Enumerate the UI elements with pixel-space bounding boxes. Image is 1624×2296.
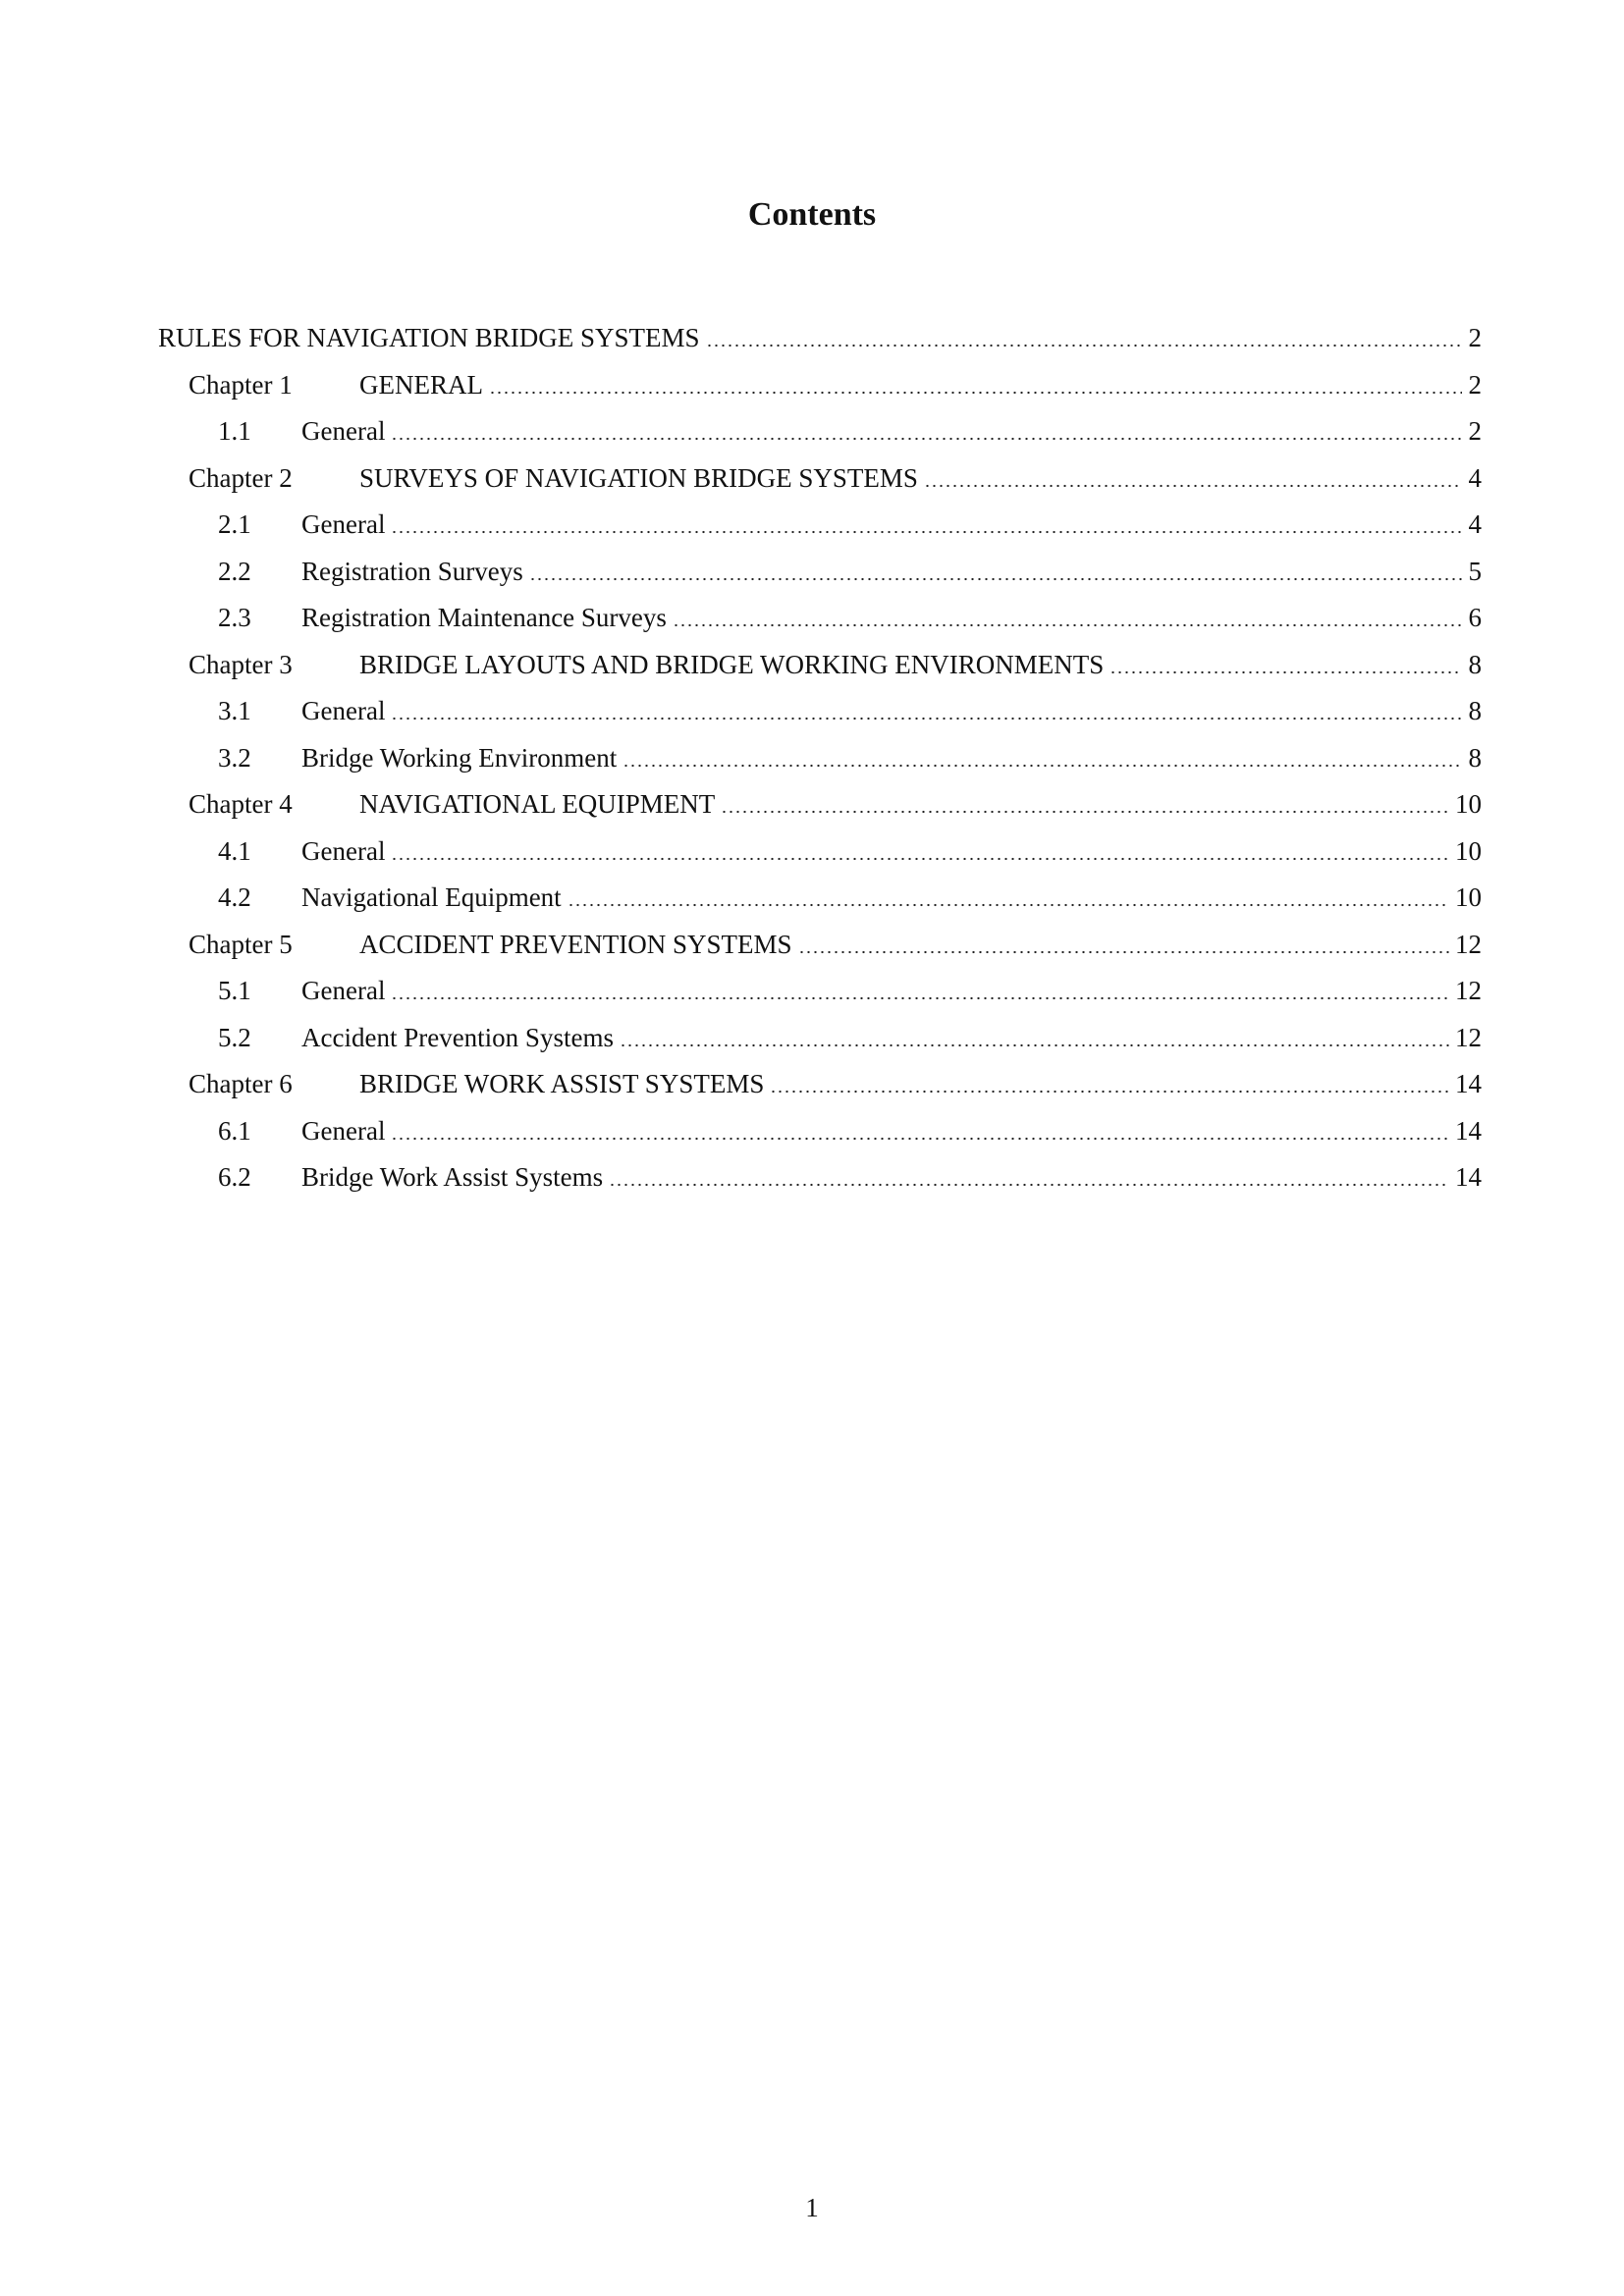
toc-entry-section[interactable] — [218, 688, 1482, 727]
toc-entry-chapter[interactable] — [189, 922, 1482, 961]
page-number: 1 — [805, 2193, 819, 2222]
toc-entry-number: 1.1 — [218, 416, 251, 446]
toc-entry-page: 8 — [1468, 696, 1482, 725]
toc-entry-page: 2 — [1468, 416, 1482, 446]
toc-entry-label: Navigational Equipment — [301, 882, 562, 912]
dot-leader — [798, 950, 1449, 954]
toc-entry-number: Chapter 4 — [189, 789, 293, 819]
toc-entry-section[interactable] — [218, 408, 1482, 448]
dot-leader — [391, 1137, 1449, 1141]
toc-entry-number: Chapter 3 — [189, 650, 293, 679]
toc-entry-number: 2.2 — [218, 557, 251, 586]
dot-leader — [620, 1043, 1449, 1047]
toc-entry-label: ACCIDENT PREVENTION SYSTEMS — [359, 930, 792, 959]
toc-entry-page: 6 — [1468, 603, 1482, 632]
toc-entry-section[interactable] — [218, 502, 1482, 541]
toc-entry-chapter[interactable] — [189, 642, 1482, 681]
toc-entry-page: 10 — [1455, 789, 1482, 819]
toc-entry-section[interactable] — [218, 1154, 1482, 1194]
toc-entry-page: 8 — [1468, 650, 1482, 679]
toc-entry-label: NAVIGATIONAL EQUIPMENT — [359, 789, 716, 819]
dot-leader — [673, 623, 1462, 627]
toc-entry-number: Chapter 5 — [189, 930, 293, 959]
toc-entry-part[interactable] — [158, 315, 1482, 354]
toc-entry-page: 10 — [1455, 836, 1482, 866]
toc-entry-chapter[interactable] — [189, 1061, 1482, 1100]
toc-entry-section[interactable] — [218, 1015, 1482, 1054]
toc-entry-page: 2 — [1468, 323, 1482, 352]
toc-entry-page: 14 — [1455, 1116, 1482, 1146]
toc-entry-label: General — [301, 1116, 386, 1146]
toc-entry-number: 5.1 — [218, 976, 251, 1005]
dot-leader — [568, 903, 1449, 907]
dot-leader — [770, 1090, 1449, 1094]
toc-entry-label: General — [301, 509, 386, 539]
dot-leader — [609, 1183, 1449, 1187]
toc-entry-label: Registration Maintenance Surveys — [301, 603, 667, 632]
dot-leader — [1110, 670, 1462, 674]
dot-leader — [529, 577, 1462, 581]
toc-entry-number: 6.2 — [218, 1162, 251, 1192]
toc-entry-page: 5 — [1468, 557, 1482, 586]
toc-entry-number: 3.2 — [218, 743, 251, 773]
toc-entry-page: 8 — [1468, 743, 1482, 773]
toc-entry-label: SURVEYS OF NAVIGATION BRIDGE SYSTEMS — [359, 463, 918, 493]
toc-entry-chapter[interactable] — [189, 362, 1482, 401]
toc-entry-label: BRIDGE LAYOUTS AND BRIDGE WORKING ENVIRONMENTS — [359, 650, 1105, 679]
toc-entry-chapter[interactable] — [189, 781, 1482, 821]
toc-entry-section[interactable] — [218, 828, 1482, 868]
toc-entry-chapter[interactable] — [189, 455, 1482, 495]
toc-entry-page: 4 — [1468, 509, 1482, 539]
toc-entry-number: 4.1 — [218, 836, 251, 866]
dot-leader — [391, 530, 1462, 534]
toc-entry-section[interactable] — [218, 875, 1482, 914]
toc-entry-label: Accident Prevention Systems — [301, 1023, 614, 1052]
toc-entry-page: 4 — [1468, 463, 1482, 493]
toc-entry-label: Bridge Working Environment — [301, 743, 618, 773]
toc-entry-label: General — [301, 416, 386, 446]
toc-entry-page: 10 — [1455, 882, 1482, 912]
dot-leader — [623, 764, 1462, 768]
toc-entry-label: General — [301, 836, 386, 866]
toc-entry-number: 5.2 — [218, 1023, 251, 1052]
toc-entry-label: GENERAL — [359, 370, 483, 400]
toc-entry-page: 2 — [1468, 370, 1482, 400]
toc-entry-number: 6.1 — [218, 1116, 251, 1146]
toc-entry-section[interactable] — [218, 735, 1482, 774]
toc-entry-page: 14 — [1455, 1069, 1482, 1098]
toc-entry-page: 12 — [1455, 1023, 1482, 1052]
toc-entry-page: 14 — [1455, 1162, 1482, 1192]
dot-leader — [391, 996, 1449, 1000]
toc-entry-number: Chapter 2 — [189, 463, 293, 493]
toc-entry-label: General — [301, 696, 386, 725]
dot-leader — [489, 391, 1462, 395]
toc-entry-label: BRIDGE WORK ASSIST SYSTEMS — [359, 1069, 765, 1098]
toc-entry-page: 12 — [1455, 976, 1482, 1005]
toc-entry-page: 12 — [1455, 930, 1482, 959]
toc-entry-label: Bridge Work Assist Systems — [301, 1162, 604, 1192]
toc-entry-number: 2.3 — [218, 603, 251, 632]
toc-entry-number: 3.1 — [218, 696, 251, 725]
dot-leader — [721, 810, 1449, 814]
toc-entry-number: 2.1 — [218, 509, 251, 539]
toc-entry-section[interactable] — [218, 549, 1482, 588]
dot-leader — [391, 857, 1449, 861]
dot-leader — [391, 437, 1462, 441]
page-title: Contents — [747, 196, 877, 233]
toc-entry-number: Chapter 6 — [189, 1069, 293, 1098]
toc-entry-section[interactable] — [218, 1108, 1482, 1148]
toc-entry-label: General — [301, 976, 386, 1005]
toc-entry-label: Registration Surveys — [301, 557, 523, 586]
toc-entry-number: Chapter 1 — [189, 370, 293, 400]
toc-entry-label: RULES FOR NAVIGATION BRIDGE SYSTEMS — [158, 323, 700, 352]
dot-leader — [924, 484, 1462, 488]
dot-leader — [391, 717, 1462, 721]
toc-entry-number: 4.2 — [218, 882, 251, 912]
dot-leader — [706, 344, 1462, 347]
toc-entry-section[interactable] — [218, 968, 1482, 1007]
toc-entry-section[interactable] — [218, 595, 1482, 634]
